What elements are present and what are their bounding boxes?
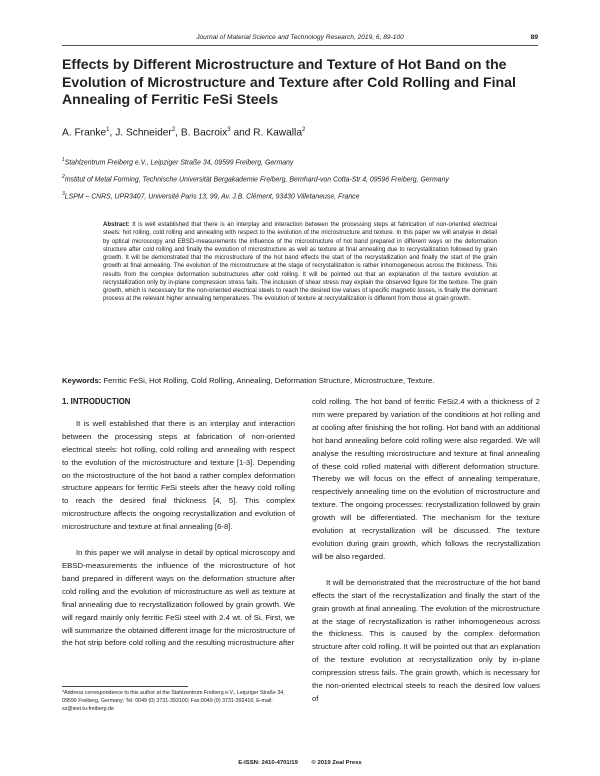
author-affil-ref: 3 bbox=[227, 127, 231, 133]
author-affil-ref: 1 bbox=[106, 127, 110, 133]
copyright: © 2019 Zeal Press bbox=[311, 760, 362, 766]
right-column bbox=[312, 396, 540, 719]
author-name: R. Kawalla bbox=[253, 127, 302, 139]
affiliations bbox=[62, 156, 542, 207]
issn: E-ISSN: 2410-4701/19 bbox=[238, 760, 298, 766]
page-number: 89 bbox=[530, 34, 538, 41]
abstract-label: Abstract: bbox=[103, 221, 130, 228]
header-rule bbox=[62, 45, 538, 46]
running-head: Journal of Material Science and Technology Research, 2019, 6, 89-100 bbox=[196, 34, 404, 41]
body-paragraph: In this paper we will analyse in detail by optical microscopy and EBSD-measurements the influence of the microstructure of hot band prepared in different ways on the deformation structure after cold rolling and the evolution of microstructure as well as texture at final annealing due to recrystallization followed by grain growth. We will regard mainly only ferritic FeSi steel with 2.4 wt. of Si. First, we will summarize the obtained different image for the microstructure of the hot strip before cold rolling and the resulting microstructure after bbox=[62, 548, 295, 648]
abstract bbox=[103, 221, 497, 304]
body-paragraph: cold rolling. The hot band of ferritic FeSi2.4 with a thickness of 2 mm were prepared by variation of the conditions at hot rolling and at cooling after finishing the hot rolling. Hot band with an additional hot band annealing before cold rolling were also regarded. We will analyse the resulting microstructure and texture at final annealing of these cold rolled material with different deformation structure. Thereby we will focus on the effect of annealing temperature, respectively annealing time on the evolution of microstructure and texture. The ongoing processes: recrystallization followed by grain growth will be differentiated. The mechanism for the texture evolution at recrystallization will be discussed. The texture evolution during grain growth, which follows the recrystallization will be also regarded. bbox=[312, 397, 540, 561]
correspondence-footnote: *Address correspondence to this author at the Stahlzentrum Freiberg e.V., Leipziger Straße 34, 09599 Freiberg, Germany; Tel: 0049 (0) 3731-393100; Fax:0049 (0) 3731-392416; E-mail: sz@iest.tu-freiberg.de bbox=[62, 690, 285, 712]
page-footer bbox=[0, 760, 600, 766]
author-list: A. Franke$^1$, J. Schneider$^2$, B. Bacroix$^3$ and R. Kawalla$^2$ bbox=[62, 127, 306, 139]
left-column bbox=[62, 396, 295, 663]
paper-title: Effects by Different Microstructure and Texture of Hot Band on the Evolution of Microstructure and Texture after Cold Rolling and Final Annealing of Ferritic FeSi Steels bbox=[62, 56, 516, 108]
author-affil-ref: 2 bbox=[302, 127, 306, 133]
author-name: A. Franke bbox=[62, 127, 107, 139]
author-name: J. Schneider bbox=[115, 127, 172, 139]
abstract-text: It is well established that there is an interplay and interaction between the processing steps at fabrication of non-oriented electrical steels: hot rolling, cold rolling and annealing with respect to the evolution of the microstructure and texture. In this paper we will analyse in detail by optical microscopy and EBSD-measurements the influence of the microstructure of hot band prepared in different ways on the deformation structure after cold rolling and finally the evolution of microstructure as well as texture at final annealing due to recrystallization followed by grain growth. It will be demonstrated that the microstructure of the hot band effects the start of the recrystallization and finally the start of the grain growth at final annealing. The evolution of the microstructure at the stage of recrystallization is rather inhomogeneous across the thickness. This results from the complex deformation substructures after cold rolling. It will be pointed out that an explanation of the texture evolution at recrystallization only by in-plane compression stress fails. The inclusion of shear stress may explain the observed figure for the texture. The grain growth, which is necessary for the non-oriented electrical steels to reach the desired low values of specific magnetic losses, is finally the dominant process at the relevant higher annealing temperatures. The evolution of texture at recrystallization is different from those at grain growth. bbox=[103, 221, 497, 303]
author-affil-ref: 2 bbox=[171, 127, 176, 133]
keywords-label: Keywords: bbox=[62, 376, 102, 385]
affiliation: $^1$Stahlzentrum Freiberg e.V., Leipziger Straße 34, 09599 Freiberg, Germany bbox=[62, 157, 294, 167]
keywords-text: Ferritic FeSi, Hot Rolling, Cold Rolling, Annealing, Deformation Structure, Microstructure, Texture. bbox=[103, 376, 435, 385]
section-heading: 1. INTRODUCTION bbox=[62, 397, 131, 406]
author-name: B. Bacroix bbox=[180, 127, 228, 139]
keywords bbox=[62, 376, 542, 386]
footnote-rule bbox=[62, 686, 188, 687]
affiliation: $^2$Institut of Metal Forming, Technische Universität Bergakademie Freiberg, Bernhard-von Cotta-Str.4, 09596 Freiberg, Germany bbox=[62, 173, 449, 184]
body-paragraph: It will be demonstrated that the microstructure of the hot band effects the start of the recrystallization and finally the start of the grain growth at final annealing. The evolution of the microstructure at the stage of recrystallization is rather inhomogeneous across the thickness. This is caused by the complex deformation structure after cold rolling. It will be pointed out that an explanation of the texture evolution at recrystallization only by in-plane compression stress fails. The grain growth, which is necessary for the non-oriented electrical steels to reach the desired low values of bbox=[312, 577, 540, 703]
body-paragraph: It is well established that there is an interplay and interaction between the processing steps at fabrication of non-oriented electrical steels: hot rolling, cold rolling and annealing with respect to the evolution of the microstructure and texture [1-3]. Depending on the microstructure of the hot band a rather complex deformation structure appears for ferritic FeSi steels after the heavy cold rolling to reach the desired final thickness [4, 5]. This complex microstructure affects the ongoing recrystallization and evolution of microstructure and texture at final annealing [6-8]. bbox=[62, 418, 295, 532]
affiliation: $^3$LSPM – CNRS, UPR3407, Université Paris 13, 99, Av. J.B. Clément, 93430 Villetaneuse, France bbox=[62, 190, 360, 201]
